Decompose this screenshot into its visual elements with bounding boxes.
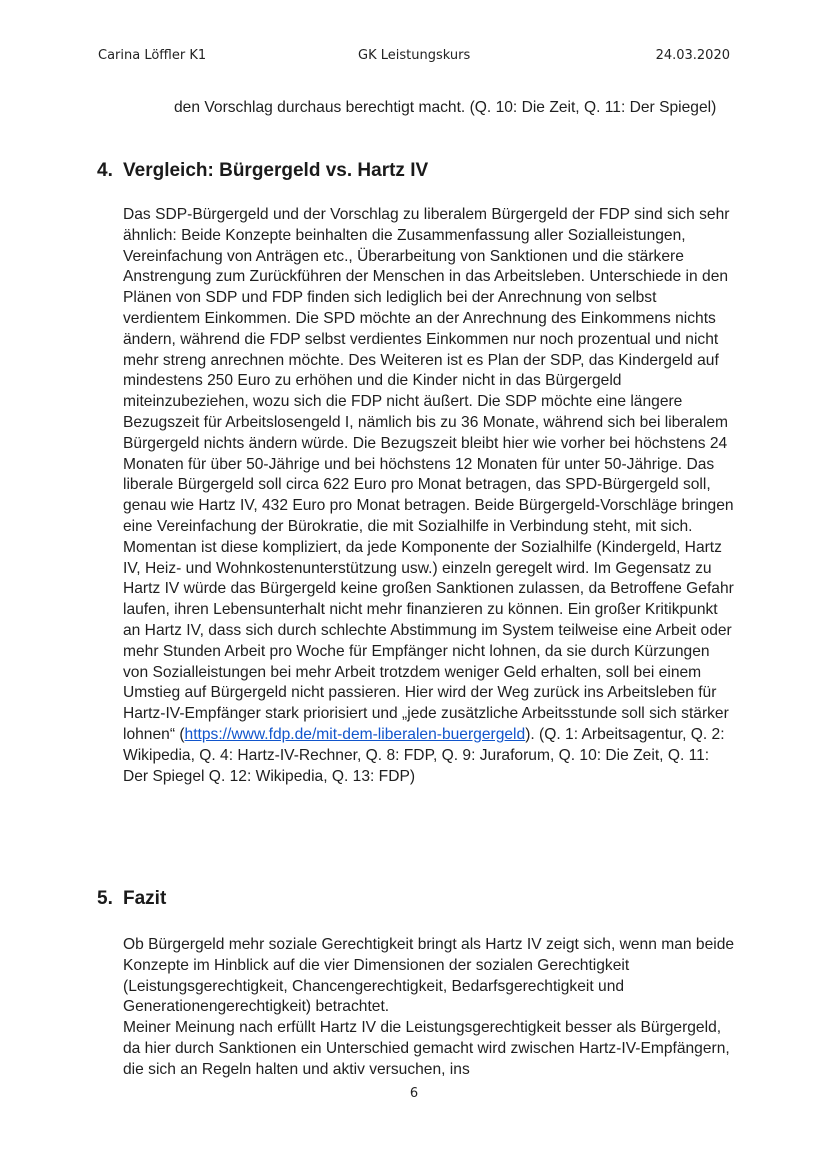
page-number: 6 [409, 1086, 419, 1101]
header-date: 24.03.2020 [655, 48, 730, 63]
section-5-number: 5. [97, 888, 113, 909]
section-4-paragraph [123, 205, 735, 787]
section-4-text: Das SDP-Bürgergeld und der Vorschlag zu liberalem Bürgergeld der FDP sind sich sehr ähnlich: Beide Konzepte beinhalten die Zusammenfassung aller Sozialleistungen, Vereinfachung von Anträgen etc., Überarbeitung von Sanktionen und die stärkere Anstrengung zum Zurückführen der Menschen in das Arbeitsleben. Unterschiede in den Plänen von SDP und FDP finden sich lediglich bei der Anrechnung von selbst verdientem Einkommen. Die SPD möchte an der Anrechnung des Einkommens nichts ändern, während die FDP selbst verdientes Einkommen nur noch prozentual und nicht mehr streng anrechnen möchte. Des Weiteren ist es Plan der SDP, das Kindergeld auf mindestens 250 Euro zu erhöhen und die Kinder nicht in das Bürgergeld miteinzubeziehen, wozu sich die FDP nicht äußert. Die SDP möchte eine längere Bezugszeit für Arbeitslosengeld I, nämlich bis zu 36 Monate, während sich bei liberalem Bürgergeld nichts ändern würde. Die Bezugszeit bleibt hier wie vorher bei höchstens 24 Monaten für über 50-Jährige und bei höchstens 12 Monaten für unter 50-Jährige. Das liberale Bürgergeld soll circa 622 Euro pro Monat betragen, das SPD-Bürgergeld soll, genau wie Hartz IV, 432 Euro pro Monat betragen. Beide Bürgergeld-Vorschläge bringen eine Vereinfachung der Bürokratie, die mit Sozialhilfe in Verbindung steht, mit sich. Momentan ist diese kompliziert, da jede Komponente der Sozialhilfe (Kindergeld, Hartz IV, Heiz- und Wohnkostenunterstützung usw.) einzeln geregelt wird. Im Gegensatz zu Hartz IV würde das Bürgergeld keine großen Sanktionen zulassen, da Betroffene Gefahr laufen, ihren Lebensunterhalt nicht mehr finanzieren zu können. Ein großer Kritikpunkt an Hartz IV, dass sich durch schlechte Abstimmung im System teilweise eine Arbeit oder mehr Stunden Arbeit pro Woche für Empfänger nicht lohnen, da sie durch Kürzungen von Sozialleistungen bei mehr Arbeit trotzdem weniger Geld erhalten, soll bei einem Umstieg auf Bürgergeld nicht passieren. Hier wird der Weg zurück ins Arbeitsleben für Hartz-IV-Empfänger stark priorisiert und „jede zusätzliche Arbeitsstunde soll sich stärker lohnen“ ( [123, 206, 734, 743]
section-4-heading [97, 160, 428, 182]
fazit-paragraph-1: Ob Bürgergeld mehr soziale Gerechtigkeit bringt als Hartz IV zeigt sich, wenn man beide Konzepte im Hinblick auf die vier Dimensionen der sozialen Gerechtigkeit (Leistungsgerechtigkeit, Chancengerechtigkeit, Bedarfsgerechtigkeit und Generationengerechtigkeit) betrachtet. [123, 936, 735, 1016]
header-author: Carina Löffler K1 [98, 48, 207, 63]
header-course: GK Leistungskurs [358, 48, 471, 63]
section-4-number: 4. [97, 160, 113, 181]
section-4-title: Vergleich: Bürgergeld vs. Hartz IV [123, 160, 429, 181]
section-4-sources: ). (Q. 1: Arbeitsagentur, Q. 2: Wikipedia, Q. 4: Hartz-IV-Rechner, Q. 8: FDP, Q. 9: Juraforum, Q. 10: Die Zeit, Q. 11: Der Spiegel Q. 12: Wikipedia, Q. 13: FDP) [123, 725, 725, 785]
section-5-title: Fazit [123, 888, 167, 909]
intro-paragraph: den Vorschlag durchaus berechtigt macht. (Q. 10: Die Zeit, Q. 11: Der Spiegel) [174, 99, 717, 116]
fazit-paragraph-2: Meiner Meinung nach erfüllt Hartz IV die Leistungsgerechtigkeit besser als Bürgergeld, da hier durch Sanktionen ein Unterschied gemacht wird zwischen Hartz-IV-Empfängern, die sich an Regeln halten und aktiv versuchen, ins [123, 1019, 730, 1078]
section-5-body [123, 935, 735, 1081]
section-5-heading [97, 888, 166, 910]
fdp-source-link[interactable]: https://www.fdp.de/mit-dem-liberalen-buergergeld [184, 725, 526, 743]
